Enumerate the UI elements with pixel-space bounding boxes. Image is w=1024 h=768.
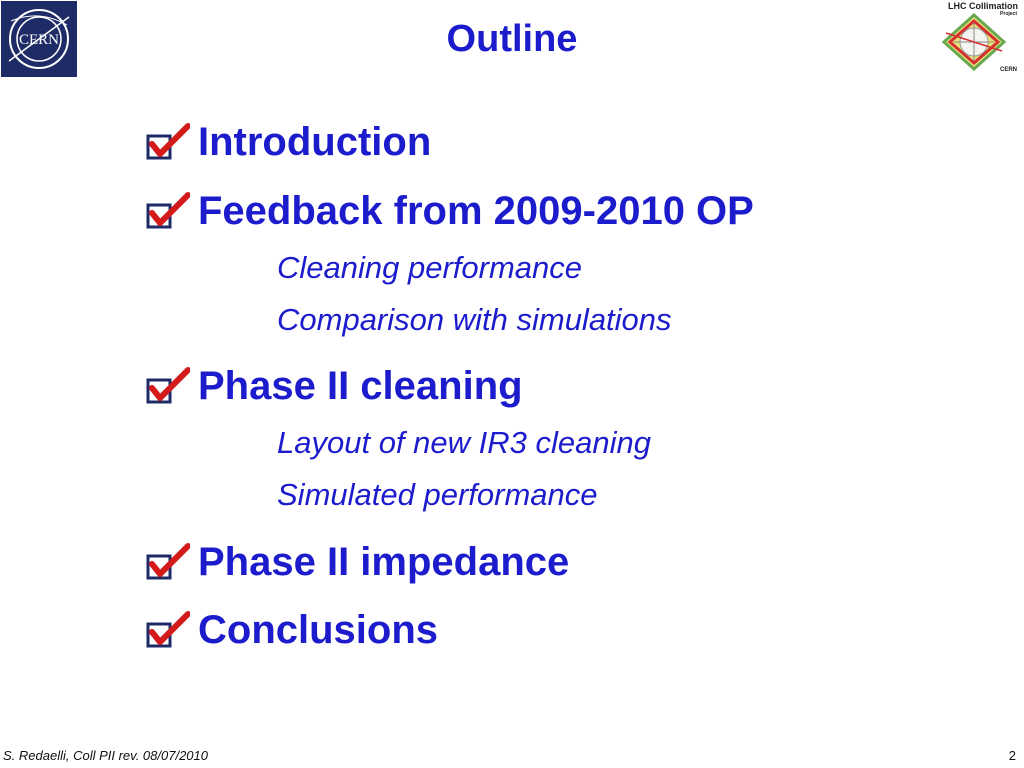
lhc-logo-title: LHC Collimation [948, 1, 1018, 11]
checkbox-check-icon [146, 542, 190, 582]
bullet-item [146, 538, 569, 586]
sub-bullet: Cleaning performance [277, 250, 583, 285]
sub-bullet: Comparison with simulations [277, 302, 672, 337]
svg-text:CERN: CERN [18, 32, 60, 48]
sub-bullet: Simulated performance [277, 477, 598, 512]
bullet-label: Phase II impedance [198, 539, 570, 584]
lhc-logo-cern: CERN [999, 67, 1017, 73]
checkbox-check-icon [146, 122, 190, 162]
slide-title: Outline [446, 18, 578, 60]
bullet-item [146, 118, 431, 166]
bullet-label: Conclusions [198, 607, 439, 652]
checkbox-check-icon [146, 191, 190, 231]
bullet-label: Phase II cleaning [198, 363, 523, 408]
bullet-item [146, 606, 438, 654]
bullet-item [146, 362, 523, 410]
checkbox-check-icon [146, 610, 190, 650]
sub-bullet: Layout of new IR3 cleaning [277, 425, 651, 460]
bullet-item [146, 187, 754, 235]
checkbox-check-icon [146, 366, 190, 406]
bullet-label: Feedback from 2009-2010 OP [198, 188, 754, 233]
footer-author: S. Redaelli, Coll PII rev. 08/07/2010 [3, 748, 208, 763]
bullet-label: Introduction [198, 119, 432, 164]
page-number: 2 [1008, 748, 1016, 763]
lhc-logo-project: Project [1000, 11, 1017, 17]
